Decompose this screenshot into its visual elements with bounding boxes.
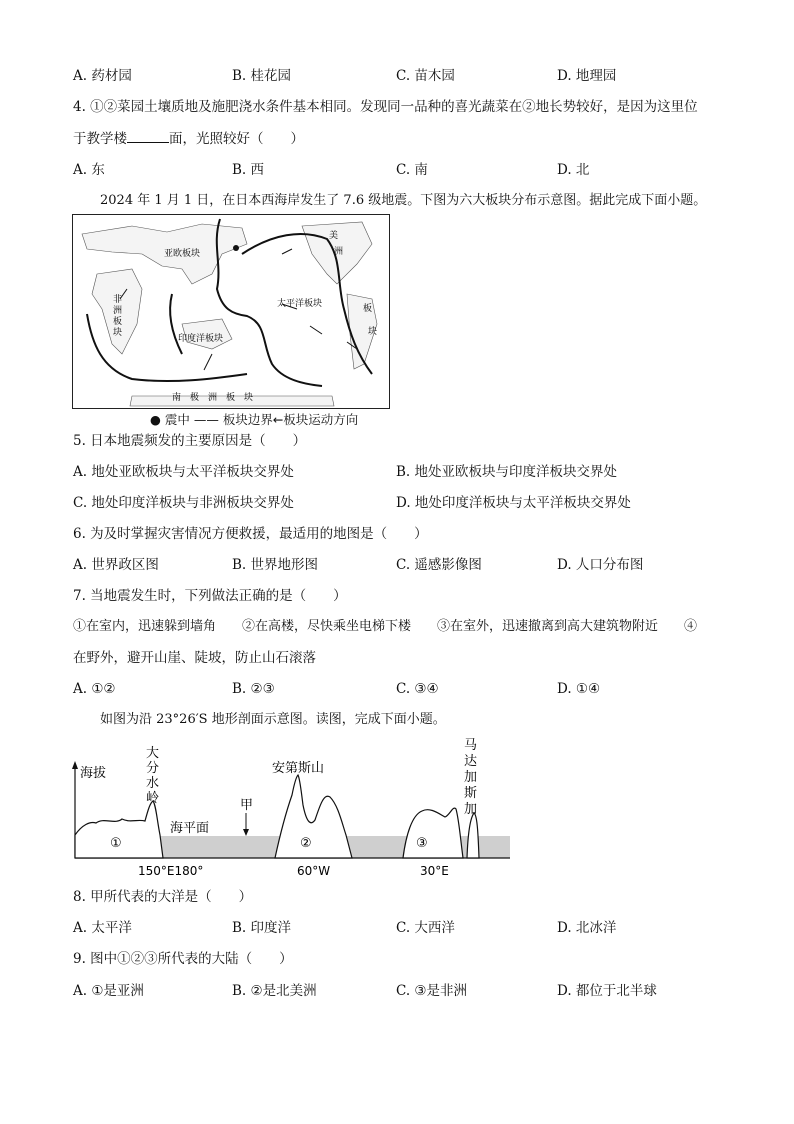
q4-stem-pre: 于教学楼 xyxy=(73,131,127,147)
svg-text:斯: 斯 xyxy=(464,786,478,801)
label-jia: 甲 xyxy=(240,798,254,813)
q4-stem-line2 xyxy=(73,130,304,148)
q7-stem: 7. 当地震发生时，下列做法正确的是（ ） xyxy=(73,588,347,604)
svg-text:块: 块 xyxy=(368,327,378,337)
q9-option-b: B. ②是北美洲 xyxy=(232,983,317,999)
q4-option-d: D. 北 xyxy=(557,162,590,178)
q5-stem: 5. 日本地震频发的主要原因是（ ） xyxy=(73,433,307,449)
label-continent-2: ② xyxy=(300,836,312,851)
intro-profile: 如图为沿 23°26′S 地形剖面示意图。读图，完成下面小题。 xyxy=(100,712,446,727)
svg-text:海拔: 海拔 xyxy=(80,766,107,781)
svg-text:美: 美 xyxy=(329,231,339,241)
q5-option-a: A. 地处亚欧板块与太平洋板块交界处 xyxy=(73,464,294,480)
plate-map-legend: ● 震中 —— 板块边界←板块运动方向 xyxy=(150,412,359,427)
svg-text:洲: 洲 xyxy=(113,306,123,316)
svg-text:板: 板 xyxy=(113,317,123,327)
q6-option-d: D. 人口分布图 xyxy=(557,557,644,573)
q9-option-c: C. ③是非洲 xyxy=(396,983,468,999)
label-eurasian-plate: 亚欧板块 xyxy=(164,249,201,259)
q8-option-d: D. 北冰洋 xyxy=(557,920,617,936)
q6-option-c: C. 遥感影像图 xyxy=(396,557,482,573)
q8-stem: 8. 甲所代表的大洋是（ ） xyxy=(73,889,253,905)
svg-text:板: 板 xyxy=(363,304,373,314)
q7-option-b: B. ②③ xyxy=(232,681,275,697)
q5-option-c: C. 地处印度洋板块与非洲板块交界处 xyxy=(73,495,294,511)
label-continent-3: ③ xyxy=(416,836,428,851)
q7-option-c: C. ③④ xyxy=(396,681,439,697)
y-axis-arrow xyxy=(72,761,78,769)
q9-option-d: D. 都位于北半球 xyxy=(557,983,657,999)
continent-3-profile xyxy=(403,808,463,858)
q7-choices-line2: 在野外，避开山崖、陡坡，防止山石滚落 xyxy=(73,650,316,666)
q9-option-a: A. ①是亚洲 xyxy=(73,983,144,999)
epicenter-dot xyxy=(233,245,239,251)
svg-text:达: 达 xyxy=(464,754,478,769)
svg-text:大: 大 xyxy=(146,746,160,761)
svg-text:分: 分 xyxy=(146,761,160,776)
plate-map xyxy=(72,214,390,409)
svg-text:块: 块 xyxy=(113,328,123,338)
label-sea-level: 海平面 xyxy=(170,821,210,836)
q5-option-d: D. 地处印度洋板块与太平洋板块交界处 xyxy=(396,495,631,511)
label-continent-1: ① xyxy=(110,836,122,851)
madagascar-profile xyxy=(467,813,479,858)
q4-option-b: B. 西 xyxy=(232,162,265,178)
intro-plates: 2024 年 1 月 1 日，在日本西海岸发生了 7.6 级地震。下图为六大板块分布示意图。据此完成下面小题。 xyxy=(100,193,707,208)
label-pacific-plate: 太平洋板块 xyxy=(277,299,323,309)
q4-blank xyxy=(127,130,169,143)
x-tick-60w: 60°W xyxy=(297,864,331,878)
q3-option-a: A. 药材园 xyxy=(73,68,132,84)
q7-option-a: A. ①② xyxy=(73,681,116,697)
q5-option-b: B. 地处亚欧板块与印度洋板块交界处 xyxy=(396,464,618,480)
svg-text:加: 加 xyxy=(464,770,478,785)
q9-stem: 9. 图中①②③所代表的大陆（ ） xyxy=(73,951,293,967)
q6-option-b: B. 世界地形图 xyxy=(232,557,319,573)
q4-option-a: A. 东 xyxy=(73,162,105,178)
q3-option-b: B. 桂花园 xyxy=(232,68,292,84)
svg-text:非: 非 xyxy=(113,295,123,305)
svg-text:岭: 岭 xyxy=(146,791,160,806)
q6-option-a: A. 世界政区图 xyxy=(73,557,159,573)
q8-option-b: B. 印度洋 xyxy=(232,920,292,936)
continent-2-profile xyxy=(275,775,352,858)
jia-arrowhead xyxy=(243,829,249,836)
svg-text:加: 加 xyxy=(464,802,478,817)
q4-stem-line1: 4. ①②菜园土壤质地及施肥浇水条件基本相同。发现同一品种的喜光蔬菜在②地长势较好，是因为这里位 xyxy=(73,99,698,115)
label-madagascar xyxy=(464,738,477,817)
label-antarctic-plate: 南 极 洲 板 块 xyxy=(172,393,254,403)
svg-text:水: 水 xyxy=(146,776,160,791)
x-tick-30e: 30°E xyxy=(420,864,449,878)
q6-stem: 6. 为及时掌握灾害情况方便救援，最适用的地图是（ ） xyxy=(73,526,428,542)
svg-text:洲: 洲 xyxy=(334,247,344,257)
q3-option-c: C. 苗木园 xyxy=(396,68,455,84)
q7-option-d: D. ①④ xyxy=(557,681,601,697)
label-great-dividing-range xyxy=(146,745,159,806)
q4-stem-post: 面，光照较好（ ） xyxy=(169,131,304,147)
terrain-profile xyxy=(60,735,520,880)
x-tick-150e-180: 150°E180° xyxy=(138,864,204,878)
y-axis-label xyxy=(80,765,106,781)
label-andes: 安第斯山 xyxy=(272,761,325,776)
q3-option-d: D. 地理园 xyxy=(557,68,617,84)
q8-option-a: A. 太平洋 xyxy=(73,920,132,936)
label-indian-plate: 印度洋板块 xyxy=(178,334,224,344)
label-african-plate xyxy=(113,293,122,338)
q7-choices-line1: ①在室内，迅速躲到墙角 ②在高楼，尽快乘坐电梯下楼 ③在室外，迅速撤离到高大建筑物附近 ④ xyxy=(73,619,698,634)
q4-option-c: C. 南 xyxy=(396,162,428,178)
q8-option-c: C. 大西洋 xyxy=(396,920,455,936)
svg-text:马: 马 xyxy=(464,738,478,753)
